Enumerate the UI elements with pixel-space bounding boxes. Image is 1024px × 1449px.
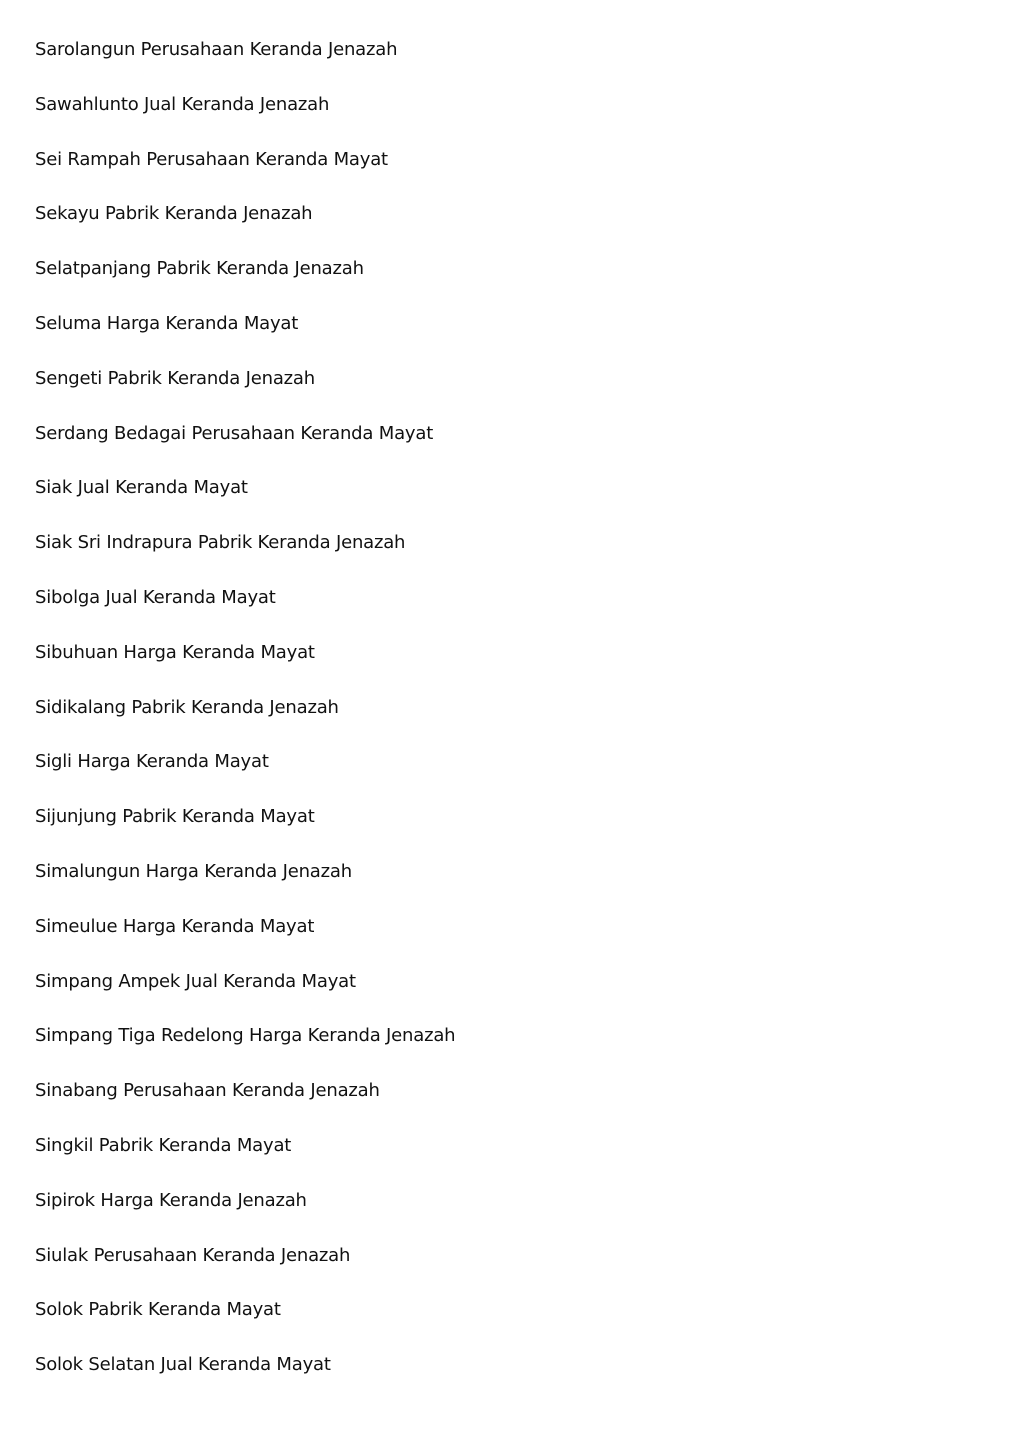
- list-item: Sekayu Pabrik Keranda Jenazah: [35, 203, 313, 225]
- list-item: Sigli Harga Keranda Mayat: [35, 751, 269, 773]
- list-item: Siak Sri Indrapura Pabrik Keranda Jenazah: [35, 532, 406, 554]
- list-item: Singkil Pabrik Keranda Mayat: [35, 1134, 292, 1156]
- list-item: Simalungun Harga Keranda Jenazah: [35, 860, 352, 882]
- list-item: Siak Jual Keranda Mayat: [35, 477, 248, 499]
- list-item: Solok Selatan Jual Keranda Mayat: [35, 1354, 331, 1376]
- list-item: Sidikalang Pabrik Keranda Jenazah: [35, 696, 339, 718]
- list-item: Sibuhuan Harga Keranda Mayat: [35, 641, 315, 663]
- list-item: Sengeti Pabrik Keranda Jenazah: [35, 367, 315, 389]
- list-item: Selatpanjang Pabrik Keranda Jenazah: [35, 258, 364, 280]
- list-item: Sei Rampah Perusahaan Keranda Mayat: [35, 148, 388, 170]
- list-item: Serdang Bedagai Perusahaan Keranda Mayat: [35, 422, 434, 444]
- list-item: Simeulue Harga Keranda Mayat: [35, 915, 315, 937]
- list-item: Sibolga Jual Keranda Mayat: [35, 586, 276, 608]
- list-item: Sipirok Harga Keranda Jenazah: [35, 1189, 307, 1211]
- list-item: Sijunjung Pabrik Keranda Mayat: [35, 806, 315, 828]
- list-item: Solok Pabrik Keranda Mayat: [35, 1299, 281, 1321]
- list-item: Sarolangun Perusahaan Keranda Jenazah: [35, 39, 398, 60]
- list-item: Sawahlunto Jual Keranda Jenazah: [35, 93, 330, 115]
- entry-list: [35, 36, 455, 1406]
- list-item: Seluma Harga Keranda Mayat: [35, 312, 299, 334]
- list-item: Siulak Perusahaan Keranda Jenazah: [35, 1244, 351, 1266]
- list-item: Simpang Ampek Jual Keranda Mayat: [35, 970, 356, 992]
- list-item: Sinabang Perusahaan Keranda Jenazah: [35, 1080, 380, 1102]
- list-item: Simpang Tiga Redelong Harga Keranda Jenazah: [35, 1025, 456, 1047]
